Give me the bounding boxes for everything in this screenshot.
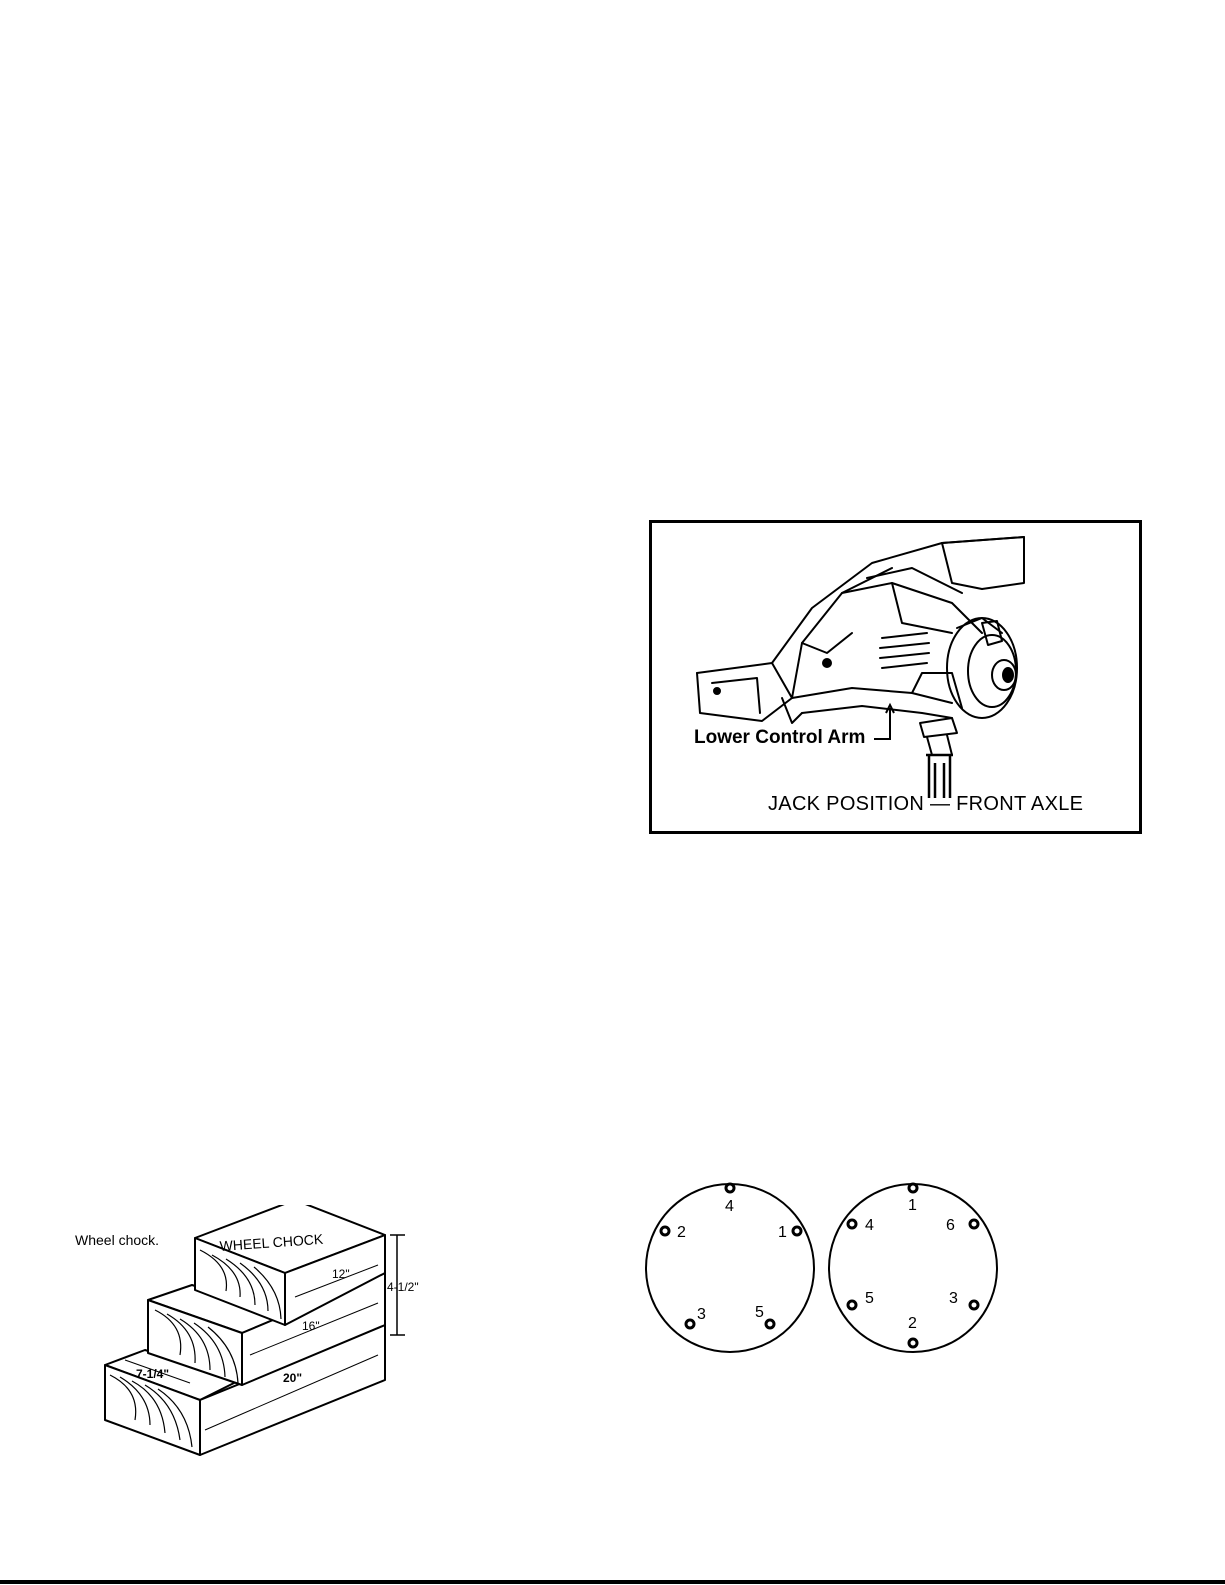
jack-position-caption: JACK POSITION — FRONT AXLE (768, 793, 1084, 815)
lower-control-arm-label: Lower Control Arm (694, 727, 866, 748)
lug-pattern-figure (640, 1180, 1040, 1360)
five-lug-num: 1 (778, 1224, 787, 1241)
wheel-chock-figure (100, 1205, 460, 1475)
jack-position-figure (649, 520, 1142, 834)
five-lug-num: 2 (677, 1224, 686, 1241)
chock-dim-height: 4-1/2" (387, 1280, 419, 1294)
page-bottom-rule (0, 1580, 1225, 1584)
lug-pattern-illustration (640, 1180, 1040, 1360)
chock-dim-width: 7-1/4" (136, 1367, 170, 1381)
five-lug-num: 5 (755, 1304, 764, 1321)
chock-dim-12: 12" (332, 1267, 350, 1281)
six-lug-num: 5 (865, 1290, 874, 1307)
six-lug-num: 3 (949, 1290, 958, 1307)
chock-block-label: WHEEL CHOCK (219, 1230, 324, 1254)
chock-dim-20: 20" (283, 1371, 303, 1385)
six-lug-num: 1 (908, 1197, 917, 1214)
six-lug-num: 4 (865, 1217, 874, 1234)
front-suspension-illustration (652, 523, 1139, 831)
five-lug-num: 3 (697, 1306, 706, 1323)
six-lug-num: 6 (946, 1217, 955, 1234)
five-lug-num: 4 (725, 1198, 734, 1215)
chock-dim-16: 16" (302, 1319, 320, 1333)
wheel-chock-illustration (100, 1205, 460, 1475)
six-lug-num: 2 (908, 1315, 917, 1332)
wheel-chock-caption: Wheel chock. (75, 1232, 160, 1248)
